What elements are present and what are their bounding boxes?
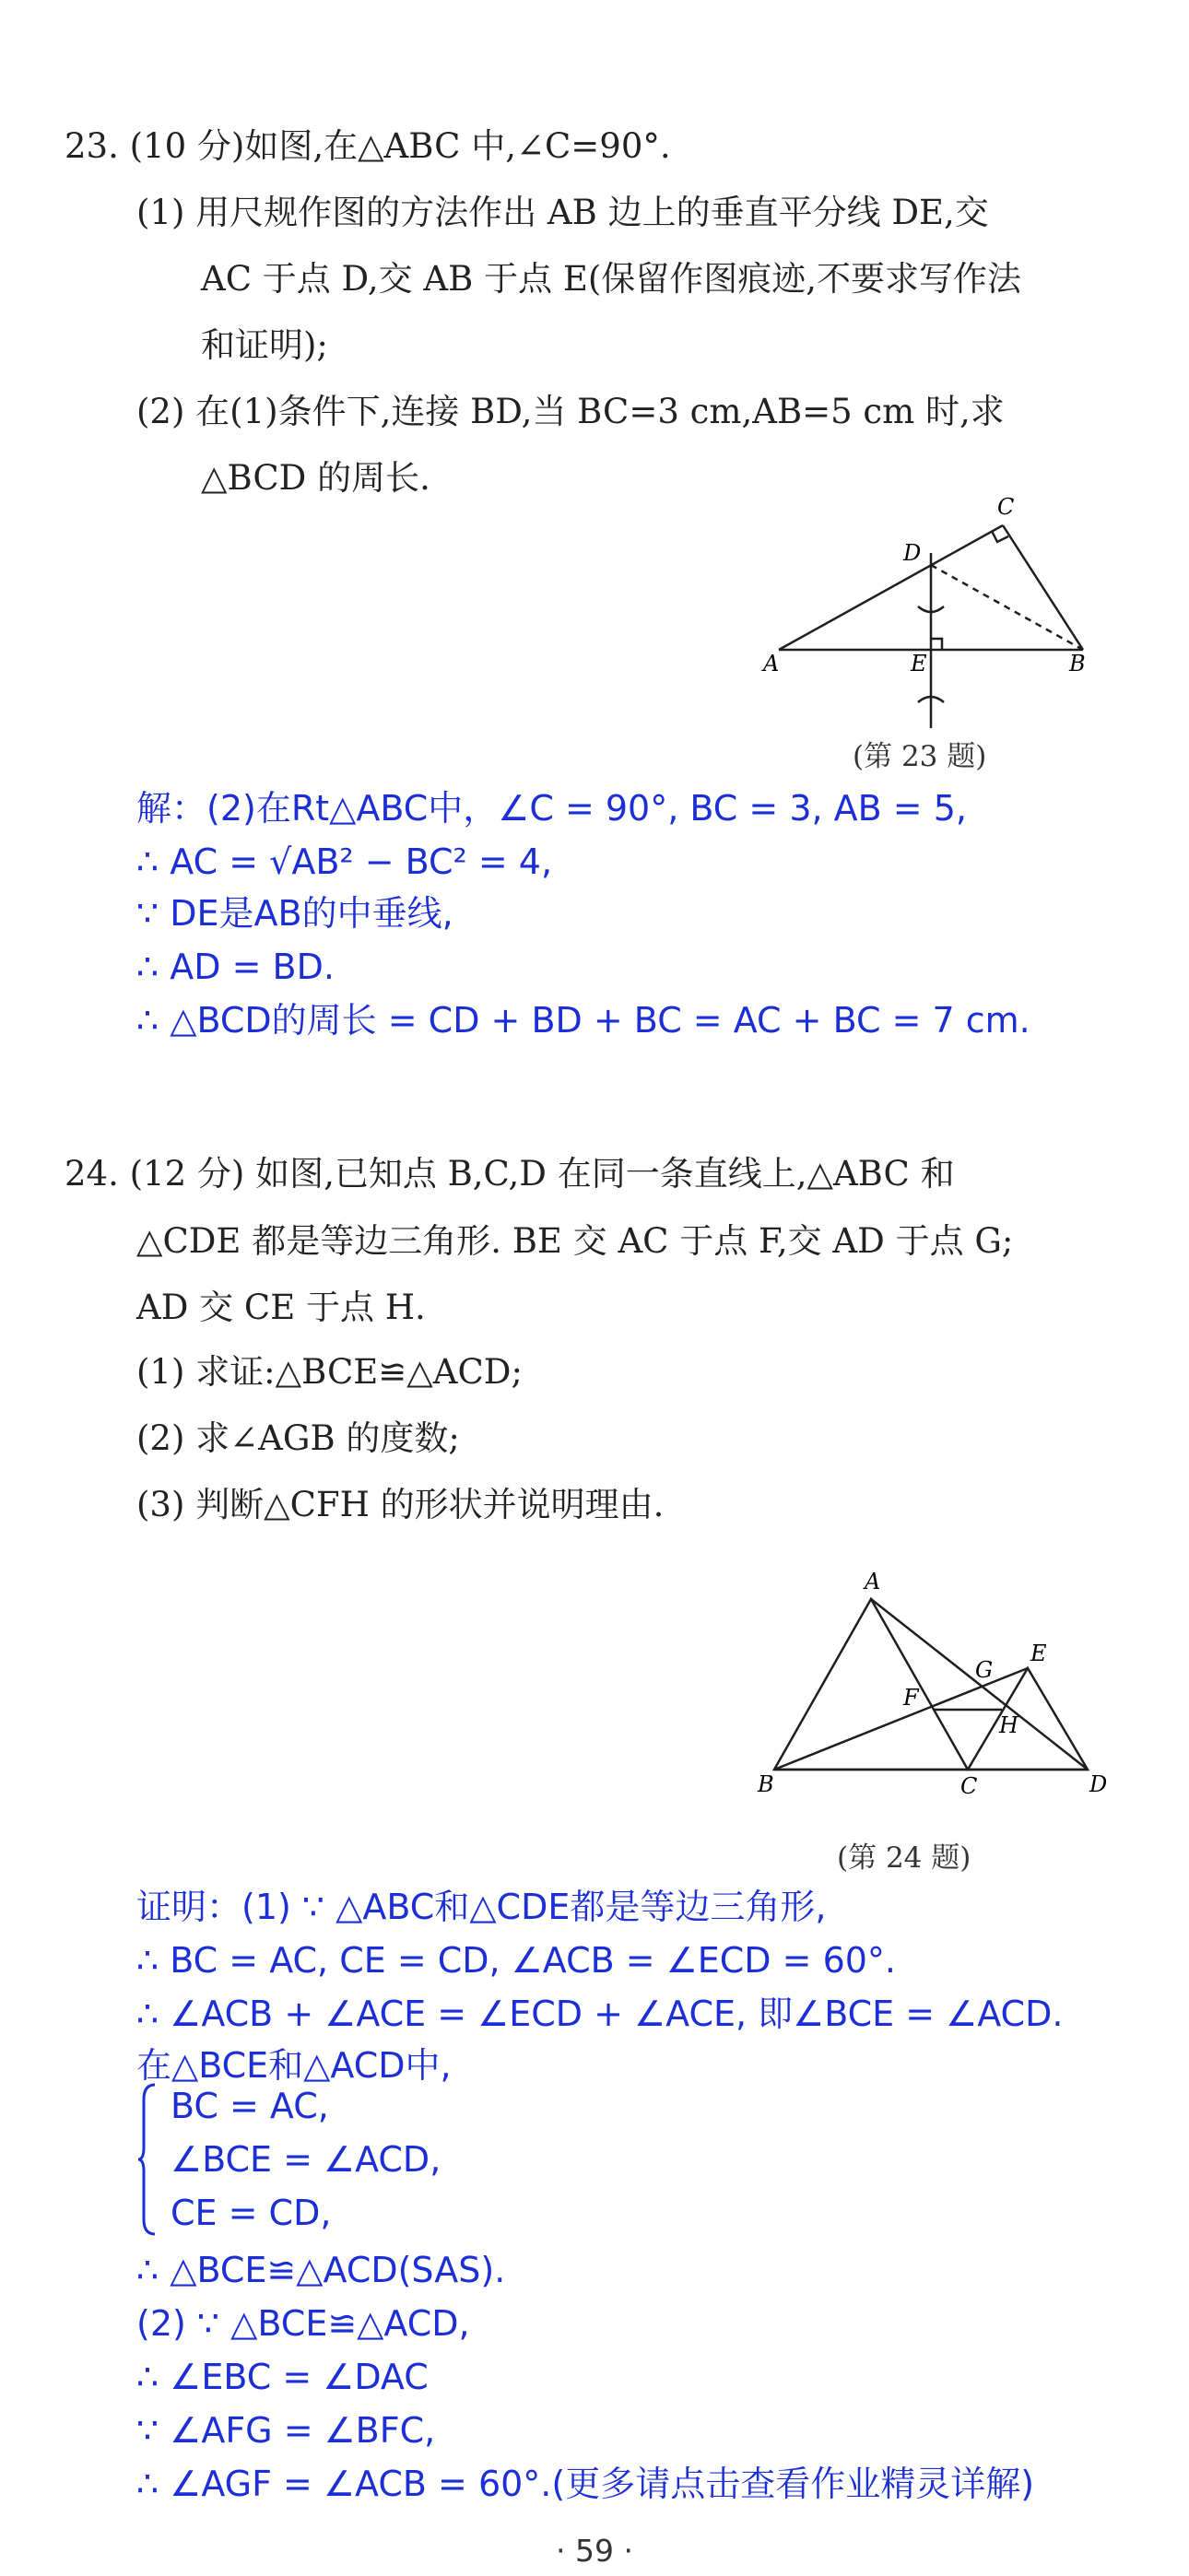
label-a: A: [865, 1569, 881, 1594]
q24-figure: [747, 1567, 1115, 1806]
right-angle-mark-e: [931, 639, 942, 650]
q23-answer-line1: 解：(2)在Rt△ABC中，∠C = 90°, BC = 3, AB = 5,: [136, 788, 967, 829]
q24-answer-line10: ∴ ∠EBC = ∠DAC: [136, 2357, 429, 2397]
q24-answer-line1: 证明：(1) ∵ △ABC和△CDE都是等边三角形,: [136, 1887, 827, 1927]
q24-line2: △CDE 都是等边三角形. BE 交 AC 于点 F,交 AD 于点 G;: [136, 1221, 1014, 1261]
label-c: C: [997, 494, 1015, 520]
q24-answer-line12: ∴ ∠AGF = ∠ACB = 60°.(更多请点击查看作业精灵详解): [136, 2464, 1035, 2504]
label-h: H: [999, 1712, 1018, 1738]
q24-answer-line4: 在△BCE和△ACD中,: [136, 2045, 452, 2086]
q23-part1-line2: AC 于点 D,交 AB 于点 E(保留作图痕迹,不要求写作法: [201, 259, 1022, 299]
q24-answer-line6: ∠BCE = ∠ACD,: [171, 2139, 441, 2180]
q23-figure-caption: (第 23 题): [853, 740, 987, 773]
q23-part2-line2: △BCD 的周长.: [201, 458, 430, 498]
q23-figure: [756, 488, 1106, 737]
label-d: D: [1089, 1771, 1108, 1797]
q23-part1-line3: 和证明);: [201, 325, 328, 365]
q24-answer-line3: ∴ ∠ACB + ∠ACE = ∠ECD + ∠ACE, 即∠BCE = ∠ACD.: [136, 1994, 1064, 2034]
q23-part2-line1: (2) 在(1)条件下,连接 BD,当 BC=3 cm,AB=5 cm 时,求: [136, 392, 1005, 431]
q24-line3: AD 交 CE 于点 H.: [136, 1288, 426, 1327]
label-d: D: [903, 540, 922, 566]
q24-title: 24. (12 分) 如图,已知点 B,C,D 在同一条直线上,△ABC 和: [65, 1154, 955, 1194]
q24-part3: (3) 判断△CFH 的形状并说明理由.: [136, 1485, 665, 1524]
q24-answer-line8: ∴ △BCE≌△ACD(SAS).: [136, 2250, 506, 2290]
q24-answer-line7: CE = CD,: [171, 2193, 332, 2233]
label-e: E: [1030, 1641, 1047, 1666]
q23-answer-line4: ∴ AD = BD.: [136, 947, 335, 987]
page-number: · 59 ·: [556, 2533, 633, 2569]
q23-answer-line3: ∵ DE是AB的中垂线,: [136, 893, 453, 934]
triangle-abc: [774, 1599, 968, 1770]
q24-part1: (1) 求证:△BCE≌△ACD;: [136, 1352, 523, 1392]
q24-part2: (2) 求∠AGB 的度数;: [136, 1418, 460, 1458]
segment-ac: [779, 525, 1003, 650]
label-b: B: [1069, 651, 1086, 676]
segment-be: [774, 1668, 1028, 1770]
label-a: A: [763, 651, 780, 676]
system-brace: [136, 2081, 157, 2238]
q24-figure-caption: (第 24 题): [837, 1841, 971, 1875]
q23-part1-line1: (1) 用尺规作图的方法作出 AB 边上的垂直平分线 DE,交: [136, 193, 989, 232]
segment-cb: [1003, 525, 1083, 650]
q23-title: 23. (10 分)如图,在△ABC 中,∠C=90°.: [65, 126, 671, 166]
label-b: B: [758, 1771, 774, 1797]
q24-answer-line11: ∵ ∠AFG = ∠BFC,: [136, 2410, 436, 2451]
q24-answer-line5: BC = AC,: [171, 2086, 329, 2126]
label-e: E: [911, 651, 927, 676]
label-f: F: [903, 1685, 919, 1711]
label-c: C: [960, 1773, 978, 1799]
q23-answer-line2: ∴ AC = √AB² − BC² = 4,: [136, 841, 553, 882]
q24-answer-line2: ∴ BC = AC, CE = CD, ∠ACB = ∠ECD = 60°.: [136, 1940, 896, 1981]
q23-answer-line5: ∴ △BCD的周长 = CD + BD + BC = AC + BC = 7 cm.: [136, 1000, 1030, 1041]
right-angle-mark-c: [992, 531, 1008, 542]
label-g: G: [975, 1657, 994, 1683]
q24-answer-line9: (2) ∵ △BCE≌△ACD,: [136, 2303, 470, 2344]
segment-bd-dashed: [931, 565, 1083, 650]
